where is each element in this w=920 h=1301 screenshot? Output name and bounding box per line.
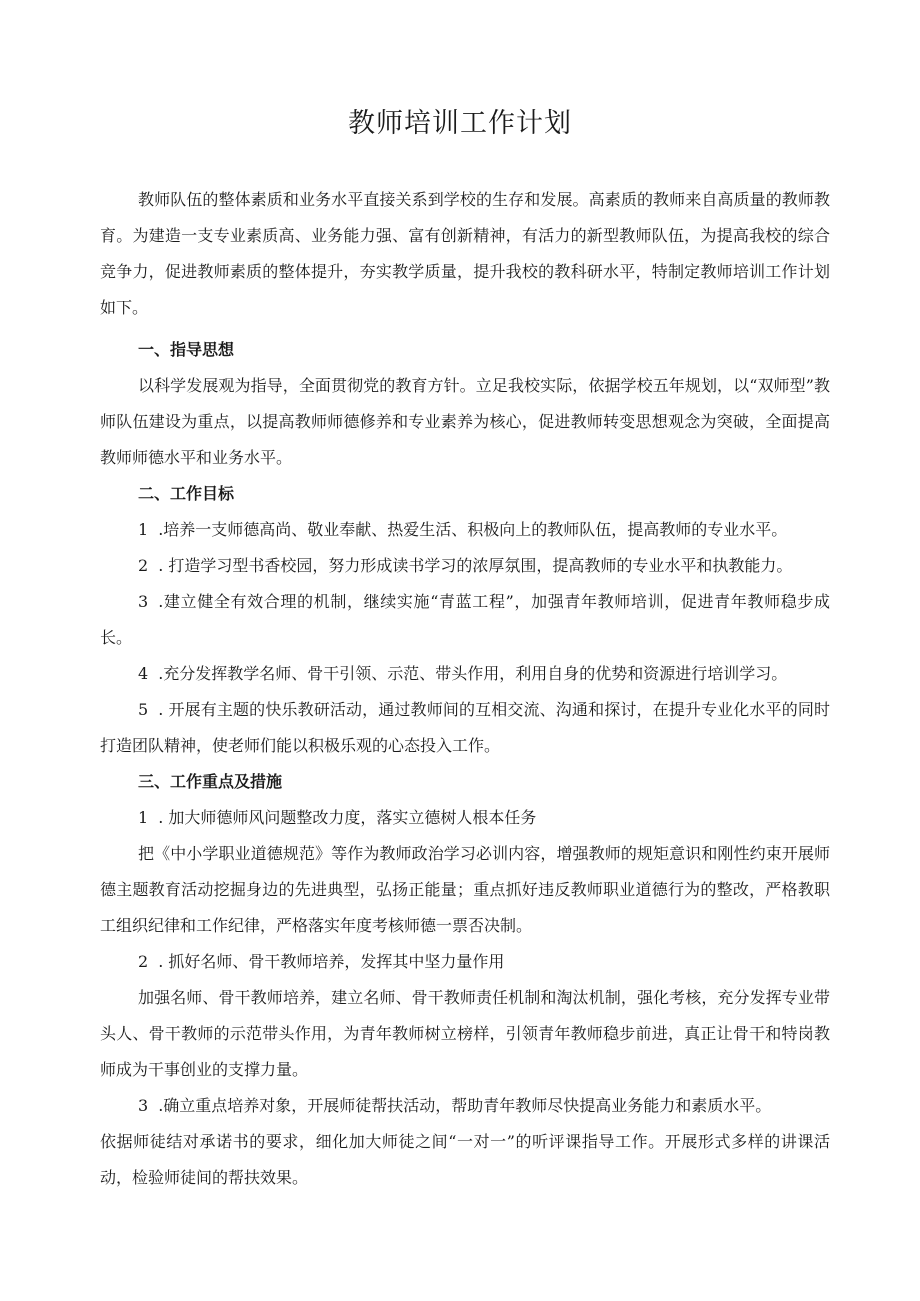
measure-title-text: . 抓好名师、骨干教师培养，发挥其中坚力量作用 bbox=[158, 952, 505, 971]
measure-number: 2 bbox=[138, 952, 149, 971]
goal-item-text: .充分发挥教学名师、骨干引领、示范、带头作用，利用自身的优势和资源进行培训学习。 bbox=[158, 664, 788, 683]
guiding-ideology-paragraph: 以科学发展观为指导，全面贯彻党的教育方针。立足我校实际，依据学校五年规划，以“双师型”教师队伍建设为重点，以提高教师师德修养和专业素养为核心，促进教师转变思想观念为突破，全面提高教师师德水平和业务水平。 bbox=[100, 376, 830, 467]
measure-number: 3 bbox=[138, 1096, 149, 1115]
document-title: 教师培训工作计划 bbox=[348, 108, 572, 139]
intro-paragraph: 教师队伍的整体素质和业务水平直接关系到学校的生存和发展。高素质的教师来自高质量的教师教育。为建造一支专业素质高、业务能力强、富有创新精神，有活力的新型教师队伍，为提高我校的综合竞争力，促进教师素质的整体提升，夯实教学质量，提升我校的教科研水平，特制定教师培训工作计划如下。 bbox=[100, 190, 830, 317]
measure-title-text: .确立重点培养对象，开展师徒帮扶活动，帮助青年教师尽快提高业务能力和素质水平。 bbox=[158, 1096, 772, 1115]
measure-title-text: . 加大师德师风问题整改力度，落实立德树人根本任务 bbox=[158, 808, 537, 827]
goal-item-text: . 打造学习型书香校园，努力形成读书学习的浓厚氛围，提高教师的专业水平和执教能力。 bbox=[158, 556, 793, 575]
goal-item-text: .培养一支师德高尚、敬业奉献、热爱生活、积极向上的教师队伍，提高教师的专业水平。 bbox=[158, 520, 788, 539]
goal-item bbox=[100, 512, 830, 548]
section-heading-work-goals: 二、工作目标 bbox=[138, 484, 235, 503]
goal-item-number: 2 bbox=[138, 556, 149, 575]
section-heading-guiding-ideology: 一、指导思想 bbox=[138, 340, 235, 359]
goal-item bbox=[100, 548, 830, 584]
measure-title bbox=[100, 1088, 830, 1124]
measure-paragraph: 把《中小学职业道德规范》等作为教师政治学习必训内容，增强教师的规矩意识和刚性约束开展师德主题教育活动挖掘身边的先进典型，弘扬正能量；重点抓好违反教师职业道德行为的整改，严格教职工组织纪律和工作纪律，严格落实年度考核师德一票否决制。 bbox=[100, 844, 830, 935]
goal-item bbox=[100, 692, 830, 764]
measure-title bbox=[100, 800, 830, 836]
goal-item-number: 5 bbox=[138, 700, 149, 719]
goal-item-number: 3 bbox=[138, 592, 149, 611]
goal-item bbox=[100, 584, 830, 656]
section-heading-key-measures: 三、工作重点及措施 bbox=[138, 772, 283, 791]
goal-item-text: . 开展有主题的快乐教研活动，通过教师间的互相交流、沟通和探讨，在提升专业化水平的同时打造团队精神，使老师们能以积极乐观的心态投入工作。 bbox=[100, 700, 830, 755]
measure-number: 1 bbox=[138, 808, 149, 827]
goal-item bbox=[100, 656, 830, 692]
goal-item-number: 4 bbox=[138, 664, 149, 683]
goal-item-number: 1 bbox=[138, 520, 149, 539]
goal-item-text: .建立健全有效合理的机制，继续实施“青蓝工程”，加强青年教师培训，促进青年教师稳步成长。 bbox=[100, 592, 830, 647]
measure-title bbox=[100, 944, 830, 980]
measure-paragraph: 加强名师、骨干教师培养，建立名师、骨干教师责任机制和淘汰机制，强化考核，充分发挥专业带头人、骨干教师的示范带头作用，为青年教师树立榜样，引领青年教师稳步前进，真正让骨干和特岗教师成为干事创业的支撑力量。 bbox=[100, 988, 830, 1079]
measure-paragraph: 依据师徒结对承诺书的要求，细化加大师徒之间“一对一”的听评课指导工作。开展形式多样的讲课活动，检验师徒间的帮扶效果。 bbox=[100, 1132, 830, 1187]
